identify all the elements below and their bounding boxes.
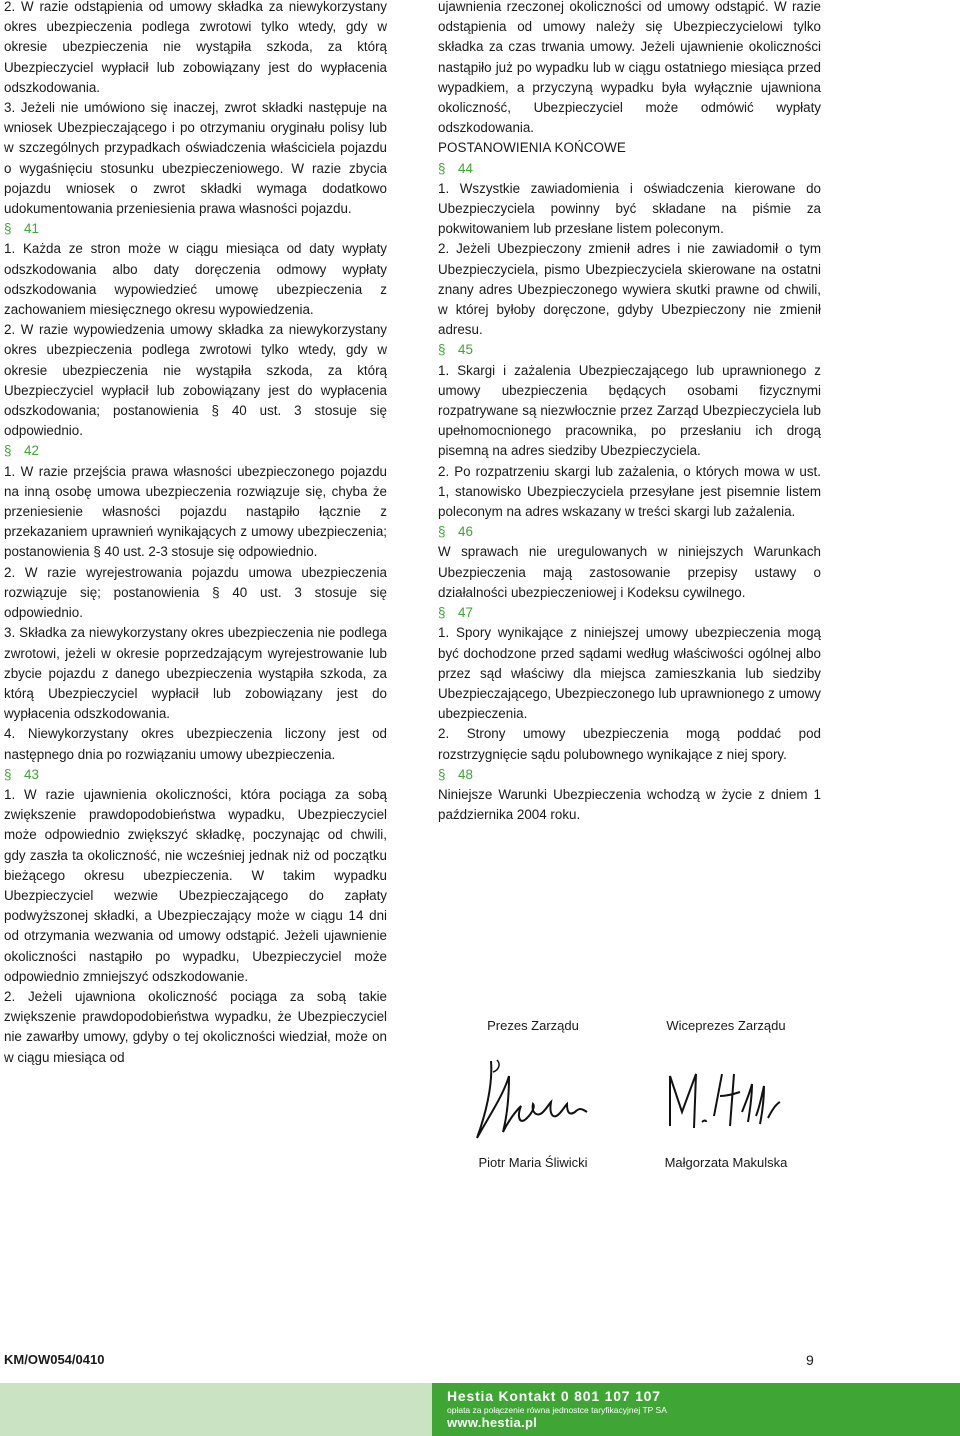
right-column [438,0,821,825]
paragraph: 1. W razie ujawnienia okoliczności, która pociąga za sobą zwiększenie prawdopodobieństwa wypadku, Ubezpieczyciel może odpowiednio zwiększyć składkę, poczynając od chwili, gdy zaszła ta okoliczność, nie wcześniej jednak niż od początku bieżącego okresu ubezpieczenia. W takim wypadku Ubezpieczyciel wezwie Ubezpieczającego do zapłaty podwyższonej składki, a Ubezpieczający może w ciągu 14 dni od otrzymania wezwania od umowy odstąpić. Jeżeli ujawnienie okoliczności nastąpiło po wypadku, Ubezpieczyciel może odpowiednio zmniejszyć odszkodowanie. [4,786,387,984]
contact-phone: Hestia Kontakt 0 801 107 107 [447,1388,661,1404]
paragraph: 2. Po rozpatrzeniu skargi lub zażalenia, o których mowa w ust. 1, stanowisko Ubezpieczyciela przesyłane jest pisemnie listem poleconym na adres wskazany w treści skargi lub zażalenia. [438,463,821,520]
section-symbol: § [438,160,446,176]
section-number-value: 46 [458,524,473,540]
section-symbol: § [438,524,446,540]
signature-role: Prezes Zarządu [487,1018,579,1033]
paragraph: Niniejsze Warunki Ubezpieczenia wchodzą w życie z dniem 1 października 2004 roku. [438,786,821,823]
section-heading: POSTANOWIENIA KOŃCOWE [438,140,626,156]
section-symbol: § [438,605,446,621]
website-link[interactable]: www.hestia.pl [447,1415,538,1430]
section-symbol: § [4,443,12,459]
call-cost-note: opłata za połączenie równa jednostce taryfikacyjnej TP SA [447,1405,667,1415]
paragraph: 2. W razie wypowiedzenia umowy składka za niewykorzystany okres ubezpieczenia podlega zwrotowi tylko wtedy, gdy w okresie ubezpieczenia nie wystąpiła szkoda, za którą Ubezpieczyciel wypłacił lub zobowiązany jest do wypłacenia odszkodowania; postanowienia § 40 ust. 3 stosuje się odpowiednio. [4,322,387,439]
paragraph: 1. Skargi i zażalenia Ubezpieczającego lub uprawnionego z umowy ubezpieczenia będących osobami fizycznymi rozpatrywane są niezwłocznie przez Zarząd Ubezpieczyciela lub upełnomocnionego pracownika, po przesłaniu ich drogą pisemną na adres siedziby Ubezpieczyciela. [438,362,821,459]
paragraph: 1. Wszystkie zawiadomienia i oświadczenia kierowane do Ubezpieczyciela powinny być składane na piśmie za pokwitowaniem lub przesłane listem poleconym. [438,180,821,237]
section-symbol: § [4,766,12,782]
paragraph: 2. W razie odstąpienia od umowy składka za niewykorzystany okres ubezpieczenia podlega zwrotowi tylko wtedy, gdy w okresie ubezpieczenia nie wystąpiła szkoda, za którą Ubezpieczyciel wypłacił lub zobowiązany jest do wypłacenia odszkodowania. [4,0,387,95]
signatures [438,1018,821,1178]
section-number [4,441,387,461]
section-symbol: § [438,342,446,358]
section-number [438,522,821,542]
paragraph: ujawnienia rzeczonej okoliczności od umowy odstąpić. W razie odstąpienia od umowy należy się Ubezpieczycielowi tylko składka za czas trwania umowy. Jeżeli ujawnienie okoliczności nastąpiło już po wypadku lub w ciągu ostatniego miesiąca przed wypadkiem, a przyczyną wypadku była wyłącznie ujawniona okoliczność, Ubezpieczyciel może odmówić wypłaty odszkodowania. [438,0,821,136]
paragraph: W sprawach nie uregulowanych w niniejszych Warunkach Ubezpieczenia mają zastosowanie przepisy ustawy o działalności ubezpieczeniowej i Kodeksu cywilnego. [438,544,821,600]
signature-role: Wiceprezes Zarządu [666,1018,786,1033]
paragraph: 2. Jeżeli Ubezpieczony zmienił adres i nie zawiadomił o tym Ubezpieczyciela, pismo Ubezpieczyciela skierowane na ostatni znany adres Ubezpieczonego wywiera skutki prawne od chwili, w której byłoby doręczone, gdyby Ubezpieczony nie zmienił adresu. [438,241,821,338]
signature-name: Małgorzata Makulska [664,1155,788,1170]
president-signature-image [463,1056,603,1148]
section-number-value: 48 [458,766,473,782]
section-number [438,765,821,785]
section-symbol: § [4,221,12,237]
paragraph: 3. Jeżeli nie umówiono się inaczej, zwrot składki następuje na wniosek Ubezpieczającego i po otrzymaniu oryginału polisy lub w szczególnych przypadkach oświadczenia właściciela pojazdu o wygaśnięciu stosunku ubezpieczeniowego. W razie zbycia pojazdu wniosek o zwrot składki wymaga dodatkowo udokumentowania przeniesienia prawa własności pojazdu. [4,100,387,217]
paragraph: 2. Strony umowy ubezpieczenia mogą poddać pod rozstrzygnięcie sądu polubownego wynikające z niej spory. [438,726,821,762]
section-number-value: 42 [24,443,39,459]
section-number-value: 41 [24,221,39,237]
left-column [4,0,387,1068]
paragraph: 4. Niewykorzystany okres ubezpieczenia liczony jest od następnego dnia po rozwiązaniu umowy ubezpieczenia. [4,726,387,762]
section-number-value: 43 [24,766,39,782]
paragraph: 2. W razie wyrejestrowania pojazdu umowa ubezpieczenia rozwiązuje się; postanowienia § 40 ust. 3 stosuje się odpowiednio. [4,564,387,621]
section-number [438,603,821,623]
signature-name: Piotr Maria Śliwicki [478,1155,588,1170]
section-number [4,765,387,785]
section-number [4,219,387,239]
section-symbol: § [438,766,446,782]
paragraph: 2. Jeżeli ujawniona okoliczność pociąga za sobą takie zwiększenie prawdopodobieństwa wypadku, że Ubezpieczyciel nie zawarłby umowy, gdyby o tej okoliczności wiedział, może on w ciągu miesiąca od [4,988,387,1065]
paragraph: 3. Składka za niewykorzystany okres ubezpieczenia nie podlega zwrotowi, jeżeli w okresie poprzedzającym wyrejestrowanie lub zbycie pojazdu z danego ubezpieczenia wystąpiła szkoda, za którą Ubezpieczyciel wypłacił lub zobowiązany jest do wypłacenia odszkodowania. [4,625,387,722]
section-number [438,340,821,360]
section-number-value: 44 [458,160,473,176]
vice-president-signature-image [656,1056,796,1148]
document-code: KM/OW054/0410 [4,1352,105,1367]
section-number-value: 47 [458,605,473,621]
paragraph: 1. Każda ze stron może w ciągu miesiąca od daty wypłaty odszkodowania albo daty doręczenia odmowy wypłaty odszkodowania wypowiedzieć umowę ubezpieczenia z zachowaniem miesięcznego okresu wypowiedzenia. [4,241,387,318]
paragraph: 1. Spory wynikające z niniejszej umowy ubezpieczenia mogą być dochodzone przed sądami według właściwości ogólnej albo przez sąd właściwy dla miejsca zamieszkania lub siedziby Ubezpieczającego, Ubezpieczonego lub uprawnionego z umowy ubezpieczenia. [438,625,821,722]
section-number-value: 45 [458,342,473,358]
footer-bar [0,1383,960,1436]
page-number: 9 [806,1352,814,1368]
paragraph: 1. W razie przejścia prawa własności ubezpieczonego pojazdu na inną osobę umowa ubezpieczenia rozwiązuje się, chyba że przeniesienie własności pojazdu nastąpiło łącznie z przekazaniem uprawnień wynikających z umowy ubezpieczenia; postanowienia § 40 ust. 2-3 stosuje się odpowiednio. [4,463,387,560]
section-number [438,159,821,179]
